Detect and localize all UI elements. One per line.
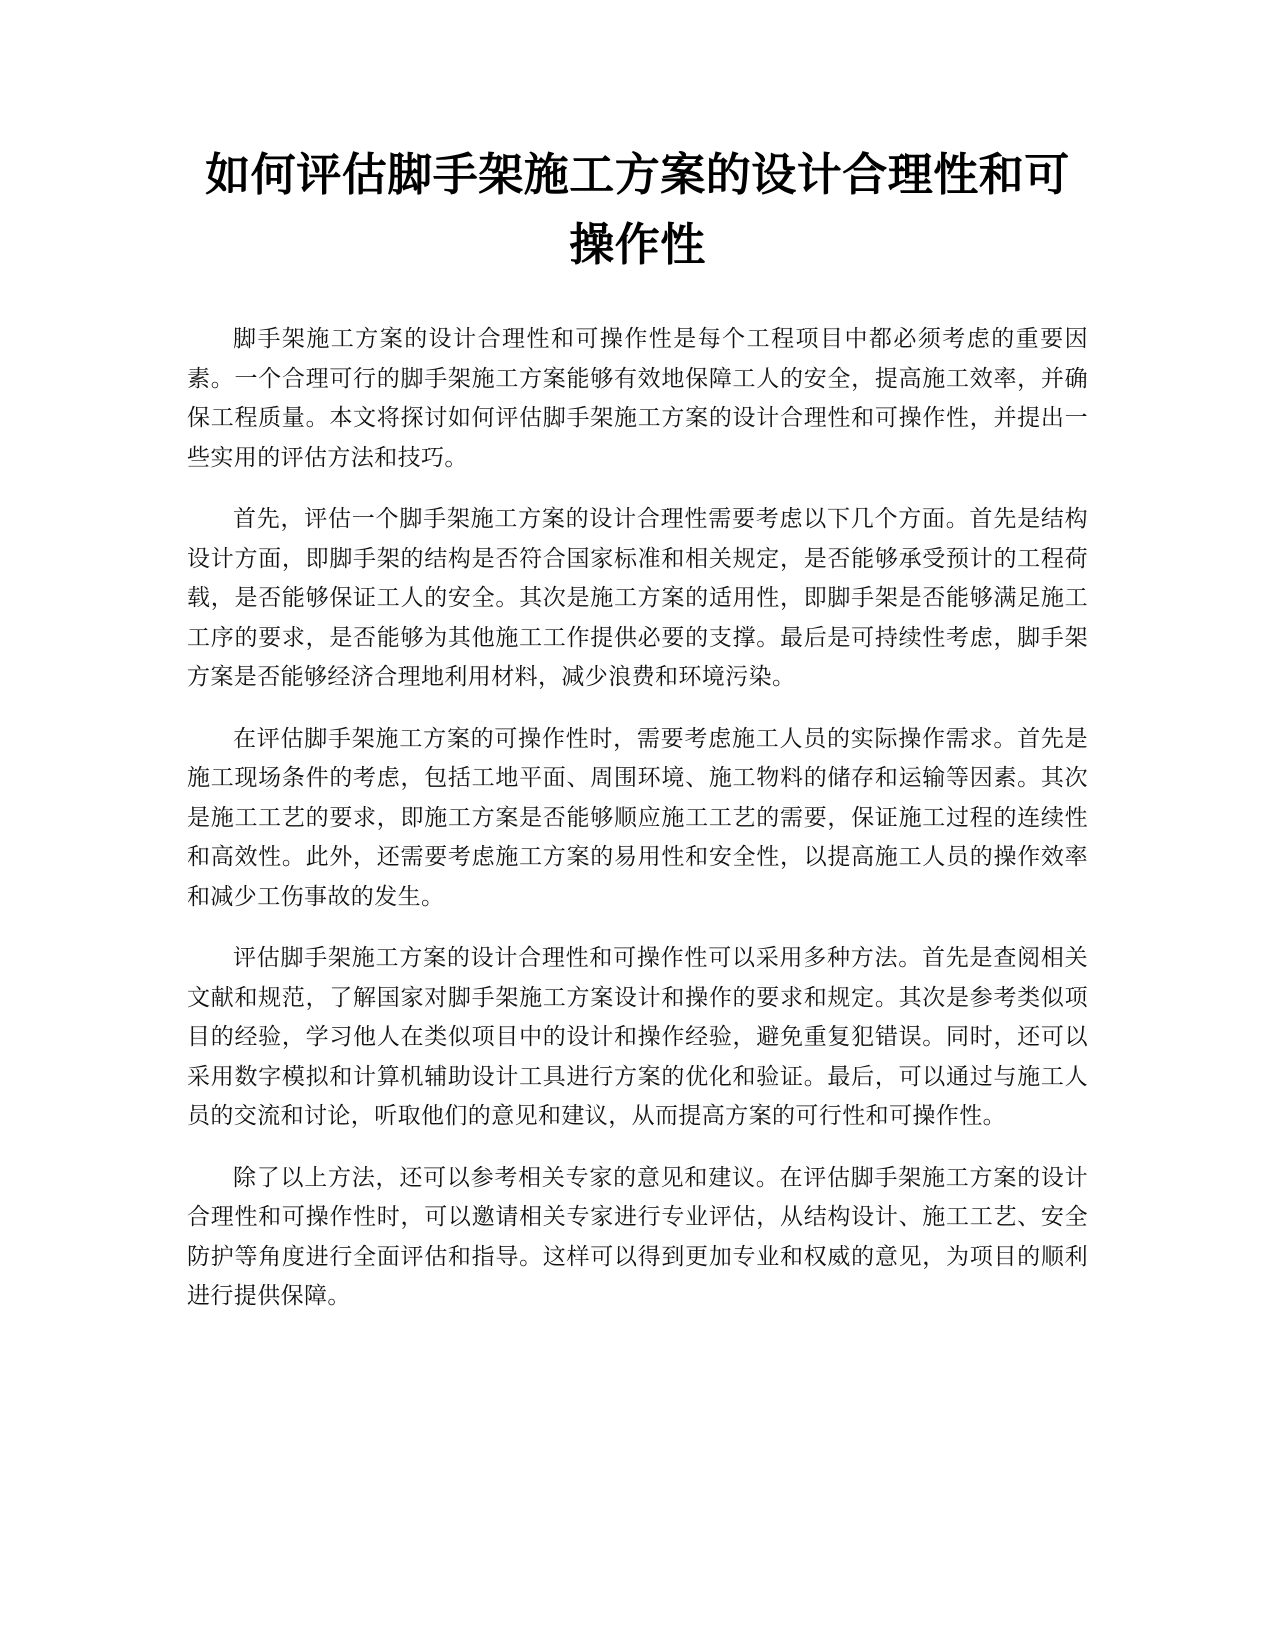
paragraph-5: 除了以上方法，还可以参考相关专家的意见和建议。在评估脚手架施工方案的设计合理性和可操作性时，可以邀请相关专家进行专业评估，从结构设计、施工工艺、安全防护等角度进行全面评估和指导。这样可以得到更加专业和权威的意见，为项目的顺利进行提供保障。	[187, 1164, 1088, 1309]
document-title: 如何评估脚手架施工方案的设计合理性和可操作性	[205, 148, 1070, 271]
paragraph-3: 在评估脚手架施工方案的可操作性时，需要考虑施工人员的实际操作需求。首先是施工现场条件的考虑，包括工地平面、周围环境、施工物料的储存和运输等因素。其次是施工工艺的要求，即施工方案是否能够顺应施工工艺的需要，保证施工过程的连续性和高效性。此外，还需要考虑施工方案的易用性和安全性，以提高施工人员的操作效率和减少工伤事故的发生。	[187, 725, 1088, 910]
document-body	[187, 320, 1088, 1339]
paragraph-4: 评估脚手架施工方案的设计合理性和可操作性可以采用多种方法。首先是查阅相关文献和规范，了解国家对脚手架施工方案设计和操作的要求和规定。其次是参考类似项目的经验，学习他人在类似项目中的设计和操作经验，避免重复犯错误。同时，还可以采用数字模拟和计算机辅助设计工具进行方案的优化和验证。最后，可以通过与施工人员的交流和讨论，听取他们的意见和建议，从而提高方案的可行性和可操作性。	[187, 945, 1088, 1129]
paragraph-1: 脚手架施工方案的设计合理性和可操作性是每个工程项目中都必须考虑的重要因素。一个合理可行的脚手架施工方案能够有效地保障工人的安全，提高施工效率，并确保工程质量。本文将探讨如何评估脚手架施工方案的设计合理性和可操作性，并提出一些实用的评估方法和技巧。	[187, 326, 1088, 471]
paragraph-2: 首先，评估一个脚手架施工方案的设计合理性需要考虑以下几个方面。首先是结构设计方面，即脚手架的结构是否符合国家标准和相关规定，是否能够承受预计的工程荷载，是否能够保证工人的安全。其次是施工方案的适用性，即脚手架是否能够满足施工工序的要求，是否能够为其他施工工作提供必要的支撑。最后是可持续性考虑，脚手架方案是否能够经济合理地利用材料，减少浪费和环境污染。	[187, 506, 1088, 690]
